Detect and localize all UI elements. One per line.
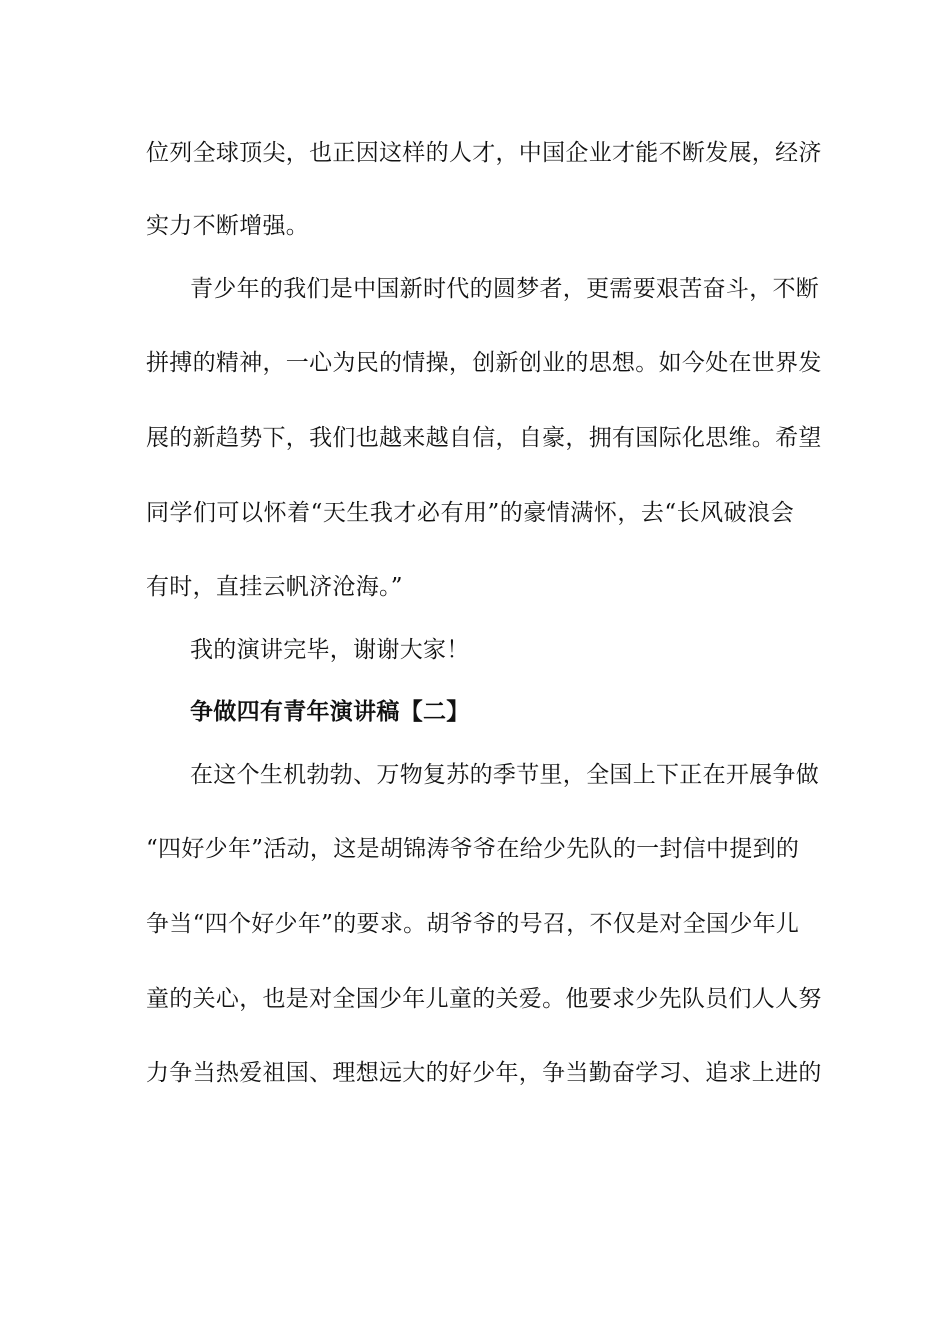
paragraph-line: “四好少年”活动，这是胡锦涛爷爷在给少先队的一封信中提到的: [146, 836, 800, 862]
paragraph-line: 在这个生机勃勃、万物复苏的季节里，全国上下正在开展争做: [190, 762, 820, 788]
section-heading: 争做四有青年演讲稿【二】: [190, 698, 470, 725]
paragraph-line: 青少年的我们是中国新时代的圆梦者，更需要艰苦奋斗，不断: [190, 276, 820, 302]
paragraph-line: 力争当热爱祖国、理想远大的好少年，争当勤奋学习、追求上进的: [146, 1060, 822, 1086]
paragraph-line: 展的新趋势下，我们也越来越自信，自豪，拥有国际化思维。希望: [146, 425, 822, 451]
paragraph-line: 童的关心，也是对全国少年儿童的关爱。他要求少先队员们人人努: [146, 986, 822, 1012]
paragraph-line: 实力不断增强。: [146, 213, 310, 239]
paragraph-line: 有时，直挂云帆济沧海。”: [146, 574, 403, 600]
closing-line: 我的演讲完毕，谢谢大家！: [190, 637, 470, 663]
paragraph-line: 争当“四个好少年”的要求。胡爷爷的号召，不仅是对全国少年儿: [146, 911, 800, 937]
paragraph-line: 同学们可以怀着“天生我才必有用”的豪情满怀，去“长风破浪会: [146, 500, 794, 526]
paragraph-line: 拼搏的精神，一心为民的情操，创新创业的思想。如今处在世界发: [146, 350, 822, 376]
paragraph-line: 位列全球顶尖，也正因这样的人才，中国企业才能不断发展，经济: [146, 140, 822, 166]
